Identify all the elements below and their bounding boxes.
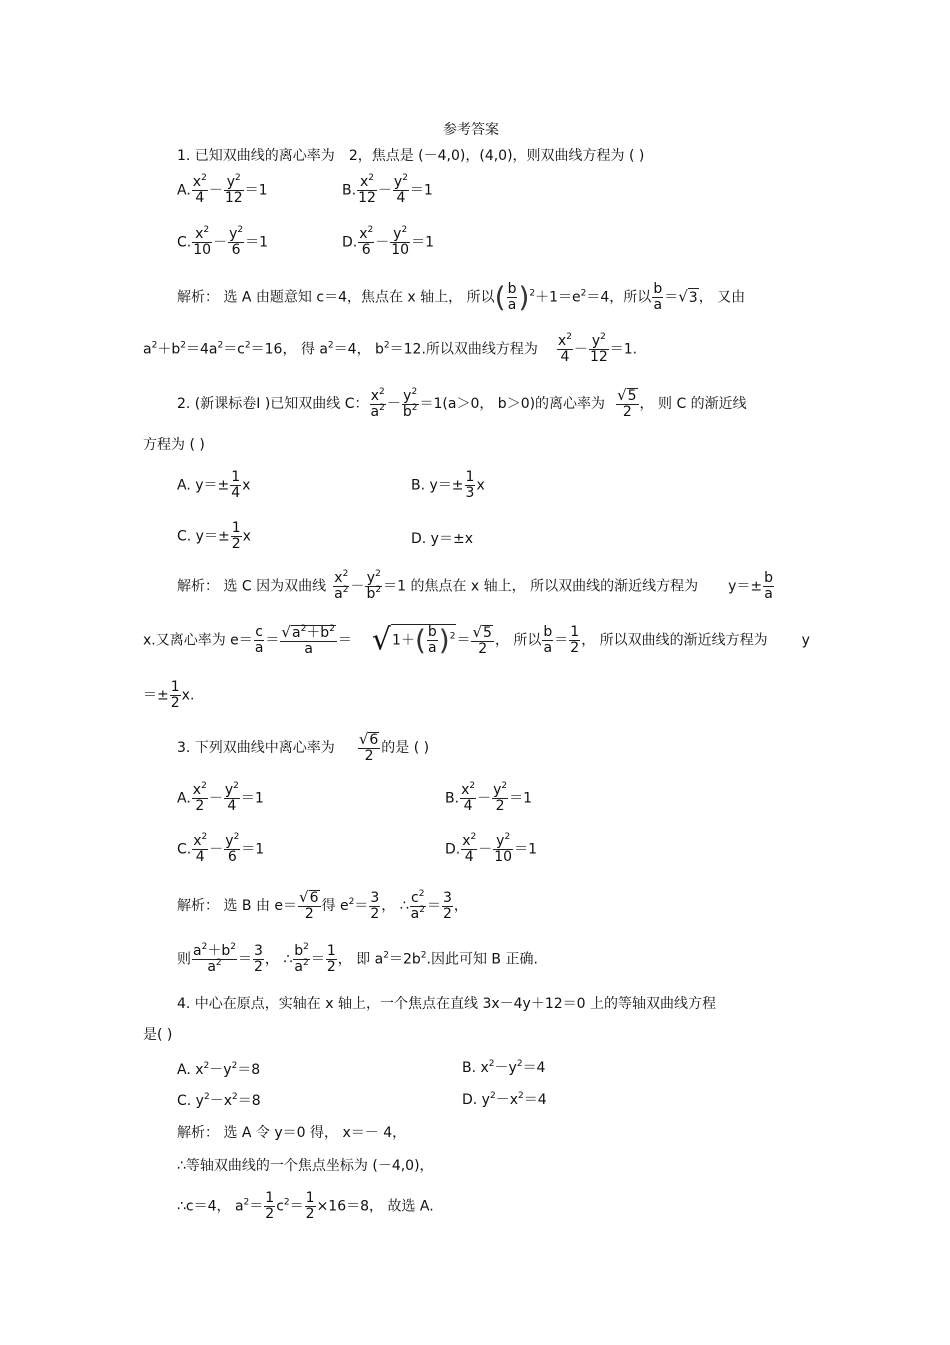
q1-option-a: A. $\frac{x^2}{4}$ － $\frac{y^2}{12}$ ＝1 bbox=[177, 173, 268, 206]
q2-option-d: D. y＝±x bbox=[411, 531, 473, 547]
q3-option-b: B. $\frac{x^2}{4}$ － $\frac{y^2}{2}$ ＝1 bbox=[445, 781, 533, 814]
q4-solution-line1: 解析： 选 A 令 y＝0 得， x＝－ 4， bbox=[177, 1125, 407, 1141]
q4-stem: 4. 中心在原点，实轴在 x 轴上，一个焦点在直线 3x－4y＋12＝0 上的等轴双曲线方程 bbox=[177, 996, 716, 1012]
q1-option-c: C. $\frac{x^2}{10}$ － $\frac{y^2}{6}$ ＝1 bbox=[177, 225, 269, 258]
q2-option-b: B. y＝± $\frac{1}{3}$ x bbox=[411, 469, 485, 501]
q1-solution-line2: $a^2+b^2=4a^2=c^2=16$， 得 $a^2=4$， $b^2=12$.所以双曲线方程为 $\frac{x^2}{4}$ － $\frac{y^2}{12}$ ＝1. bbox=[143, 332, 638, 365]
q2-option-c: C. y＝± $\frac{1}{2}$ x bbox=[177, 520, 251, 552]
q3-option-c: C. $\frac{x^2}{4}$ － $\frac{y^2}{6}$ ＝1 bbox=[177, 832, 265, 865]
q4-option-d: D. $y^2-x^2=4$ bbox=[462, 1091, 547, 1108]
q3-option-d: D. $\frac{x^2}{4}$ － $\frac{y^2}{10}$ ＝1 bbox=[445, 832, 538, 865]
page-title: 参考答案 bbox=[443, 122, 499, 138]
q2-solution-line3: ＝± $\frac{1}{2}$ x. bbox=[143, 679, 195, 711]
q1-solution-line1: 解析： 选 A 由题意知 c＝4，焦点在 x 轴上， 所以( $\frac{b}{a}$ )$^2+1=e^2=4$，所以 $\frac{b}{a}$ ＝√3， 又由 bbox=[177, 280, 746, 314]
q3-option-a: A. $\frac{x^2}{2}$ － $\frac{y^2}{4}$ ＝1 bbox=[177, 781, 264, 814]
q4-option-c: C. $y^2-x^2=8$ bbox=[177, 1092, 261, 1109]
q3-solution-line1: 解析： 选 B 由 e＝ $\frac{√6}{2}$ 得 $e^2=$ $\frac{3}{2}$ ， ∴ $\frac{c^2}{a^2}$ ＝ $\frac{3}{2}$ ， bbox=[177, 888, 468, 922]
q3-solution-line2: 则 $\frac{a^2+b^2}{a^2}$ ＝ $\frac{3}{2}$ ， ∴ $\frac{b^2}{a^2}$ ＝ $\frac{1}{2}$ ， 即 $a^2=2b^2$.因此可知 B 正确. bbox=[177, 942, 538, 975]
q2-solution-line2: x.又离心率为 e＝ $\frac{c}{a}$ ＝ $\frac{√a^2+b^2}{a}$ ＝ √1＋( $\frac{b}{a}$ )$^2$＝ $\frac{√5}{2}$ ， 所以 $\frac{b}{a}$ ＝ $\frac{1}{2}$ ， 所以双曲线的渐近线方程为 y bbox=[143, 622, 810, 658]
q2-option-a: A. y＝± $\frac{1}{4}$ x bbox=[177, 469, 251, 501]
q4-solution-line3: ∴c＝4， $a^2=$ $\frac{1}{2}$ $c^2=$ $\frac{1}{2}$ ×16＝8， 故选 A. bbox=[177, 1190, 434, 1222]
q4-option-a: A. $x^2-y^2=8$ bbox=[177, 1061, 261, 1078]
q4-solution-line2: ∴等轴双曲线的一个焦点坐标为 (－4,0)， bbox=[177, 1158, 434, 1174]
q3-stem: 3. 下列双曲线中离心率为 $\frac{√6}{2}$ 的是 ( ) bbox=[177, 730, 430, 764]
q2-stem-line2: 方程为 ( ) bbox=[143, 437, 205, 453]
q4-stem-line2: 是( ) bbox=[143, 1027, 173, 1043]
q2-stem: 2. (新课标卷Ⅰ )已知双曲线 C： $\frac{x^2}{a^2}$ － $\frac{y^2}{b^2}$ ＝1(a＞0， b＞0)的离心率为 $\frac{√5}{2}$ ， 则 C 的渐近线 bbox=[177, 386, 747, 420]
q1-option-b: B. $\frac{x^2}{12}$ － $\frac{y^2}{4}$ ＝1 bbox=[342, 173, 433, 206]
q2-solution-line1: 解析： 选 C 因为双曲线 $\frac{x^2}{a^2}$ － $\frac{y^2}{b^2}$ ＝1 的焦点在 x 轴上， 所以双曲线的渐近线方程为 y＝± $\frac{b}{a}$ bbox=[177, 569, 773, 602]
q1-stem: 1. 已知双曲线的离心率为 2，焦点是 (－4,0)，(4,0)，则双曲线方程为 ( ) bbox=[177, 148, 645, 164]
q4-option-b: B. $x^2-y^2=4$ bbox=[462, 1059, 546, 1076]
q1-option-d: D. $\frac{x^2}{6}$ － $\frac{y^2}{10}$ ＝1 bbox=[342, 225, 435, 258]
